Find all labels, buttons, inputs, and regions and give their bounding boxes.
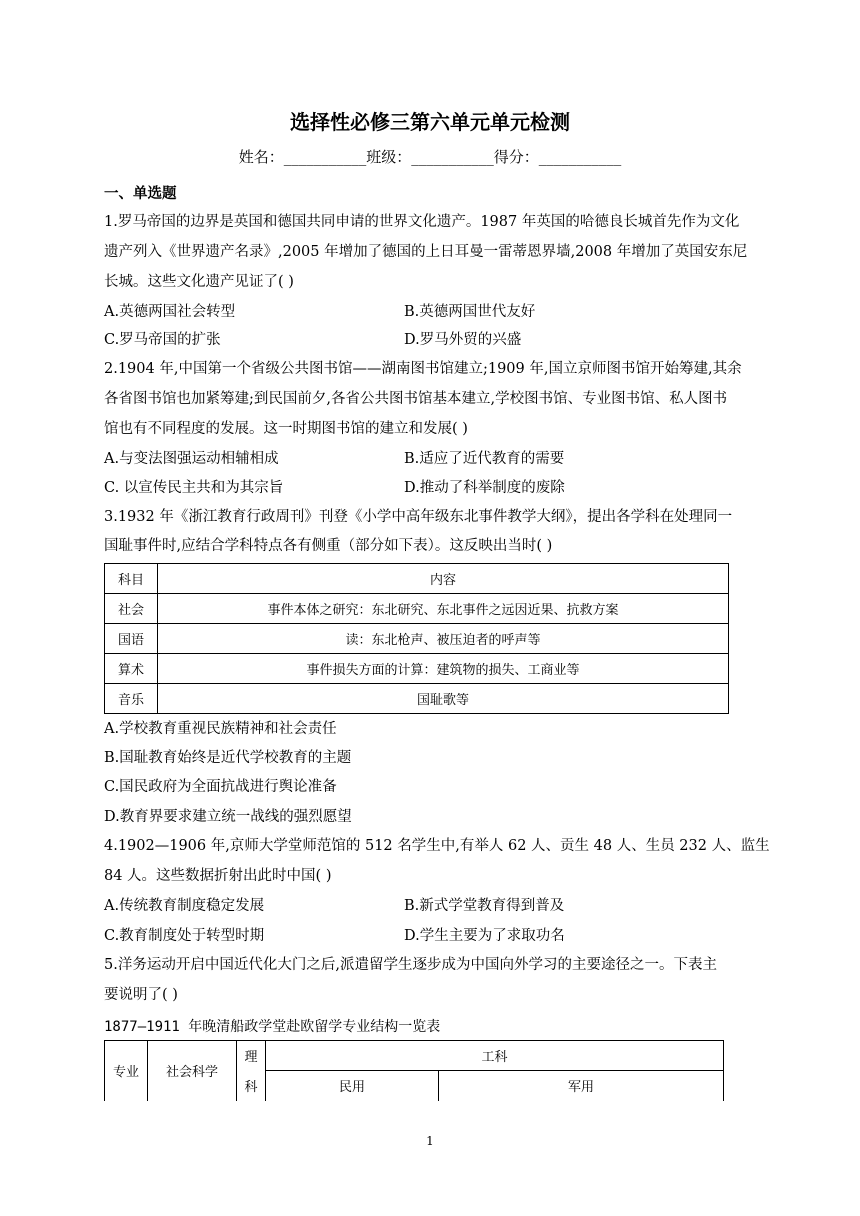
question-4-line: 84 人。这些数据折射出此时中国( )	[104, 868, 332, 884]
question-2-line: 各省图书馆也加紧筹建;到民国前夕,各省公共图书馆基本建立,学校图书馆、专业图书馆、私人图书	[104, 391, 728, 407]
table-row	[105, 594, 729, 624]
table-header-cell: 社会科学	[148, 1041, 237, 1101]
table-header-cell: 内容	[158, 564, 729, 594]
table-header-cell: 理	[237, 1041, 266, 1071]
table-cell: 社会	[105, 594, 158, 624]
question-2-line: 馆也有不同程度的发展。这一时期图书馆的建立和发展( )	[104, 421, 468, 437]
table-cell: 国耻歌等	[158, 684, 729, 714]
page-title: 选择性必修三第六单元单元检测	[290, 110, 570, 134]
table-cell: 国语	[105, 624, 158, 654]
question-5-table-caption: 1877—1911 年晚清船政学堂赴欧留学专业结构一览表	[104, 1019, 441, 1035]
question-3-line: 国耻事件时,应结合学科特点各有侧重（部分如下表）。这反映出当时( )	[104, 538, 553, 554]
question-5-table	[104, 1040, 724, 1101]
table-row	[105, 654, 729, 684]
question-1-line: 1.罗马帝国的边界是英国和德国共同申请的世界文化遗产。1987 年英国的哈德良长城首先作为文化	[104, 214, 740, 230]
table-cell: 音乐	[105, 684, 158, 714]
question-3-line: 3.1932 年《浙江教育行政周刊》刊登《小学中高年级东北事件教学大纲》，提出各学科在处理同一	[104, 509, 733, 525]
table-header-cell: 专业	[105, 1041, 148, 1101]
question-1-line: 长城。这些文化遗产见证了( )	[104, 274, 294, 290]
question-2-option-b[interactable]: B.适应了近代教育的需要	[404, 451, 565, 467]
question-4-option-d[interactable]: D.学生主要为了求取功名	[404, 928, 565, 944]
question-1-option-d[interactable]: D.罗马外贸的兴盛	[404, 332, 522, 348]
table-cell: 算术	[105, 654, 158, 684]
question-3-option-b[interactable]: B.国耻教育始终是近代学校教育的主题	[104, 750, 352, 766]
question-2-line: 2.1904 年,中国第一个省级公共图书馆——湖南图书馆建立;1909 年,国立京师图书馆开始筹建,其余	[104, 361, 742, 377]
question-4-line: 4.1902—1906 年,京师大学堂师范馆的 512 名学生中,有举人 62 人、贡生 48 人、生员 232 人、监生	[104, 838, 770, 854]
question-3-option-d[interactable]: D.教育界要求建立统一战线的强烈愿望	[104, 809, 352, 825]
table-header-cell: 科	[237, 1071, 266, 1101]
table-row	[105, 684, 729, 714]
question-5-line: 5.洋务运动开启中国近代化大门之后,派遣留学生逐步成为中国向外学习的主要途径之一。下表主	[104, 957, 717, 973]
question-1-option-b[interactable]: B.英德两国世代友好	[404, 304, 536, 320]
page-number: 1	[426, 1134, 434, 1148]
question-4-option-c[interactable]: C.教育制度处于转型时期	[104, 928, 265, 944]
question-2-option-a[interactable]: A.与变法图强运动相辅相成	[104, 451, 279, 467]
table-header-row	[105, 564, 729, 594]
question-1-line: 遗产列入《世界遗产名录》,2005 年增加了德国的上日耳曼一雷蒂恩界墙,2008 年增加了英国安东尼	[104, 244, 748, 260]
question-1-option-a[interactable]: A.英德两国社会转型	[104, 304, 236, 320]
table-header-cell: 工科	[266, 1041, 724, 1071]
question-3-table	[104, 563, 729, 714]
question-2-option-d[interactable]: D.推动了科举制度的废除	[404, 480, 565, 496]
question-2-option-c[interactable]: C. 以宣传民主共和为其宗旨	[104, 480, 284, 496]
question-3-option-a[interactable]: A.学校教育重视民族精神和社会责任	[104, 721, 337, 737]
question-4-option-b[interactable]: B.新式学堂教育得到普及	[404, 898, 565, 914]
table-header-cell: 民用	[266, 1071, 439, 1101]
table-cell: 事件损失方面的计算：建筑物的损失、工商业等	[158, 654, 729, 684]
question-1-option-c[interactable]: C.罗马帝国的扩张	[104, 332, 221, 348]
student-info-line: 姓名：___________班级：___________得分：___________	[238, 148, 622, 166]
table-header-row	[105, 1041, 724, 1071]
section-heading: 一、单选题	[104, 186, 177, 202]
question-5-line: 要说明了( )	[104, 987, 178, 1003]
question-4-option-a[interactable]: A.传统教育制度稳定发展	[104, 898, 265, 914]
question-3-option-c[interactable]: C.国民政府为全面抗战进行舆论准备	[104, 779, 337, 795]
table-row	[105, 624, 729, 654]
table-cell: 事件本体之研究：东北研究、东北事件之远因近果、抗救方案	[158, 594, 729, 624]
table-cell: 读：东北枪声、被压迫者的呼声等	[158, 624, 729, 654]
table-header-cell: 军用	[439, 1071, 724, 1101]
table-header-cell: 科目	[105, 564, 158, 594]
